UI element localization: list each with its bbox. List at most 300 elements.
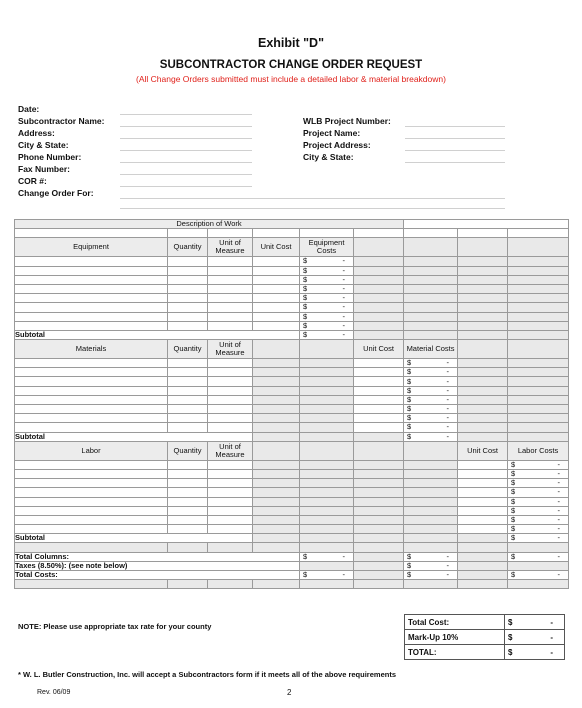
- entry-cell[interactable]: [458, 515, 508, 524]
- entry-cell[interactable]: [458, 469, 508, 478]
- dollar-sign: $: [303, 312, 308, 321]
- entry-cell[interactable]: [253, 312, 300, 321]
- shaded-cell: [253, 395, 300, 404]
- shaded-cell: [300, 506, 354, 515]
- entry-cell[interactable]: [208, 303, 253, 312]
- entry-cell[interactable]: [15, 386, 168, 395]
- amount-dash: -: [446, 570, 450, 580]
- dollar-sign: $: [511, 515, 516, 524]
- labor-cost-cell[interactable]: [508, 506, 569, 515]
- shaded-cell: [458, 340, 508, 359]
- entry-cell[interactable]: [15, 284, 168, 293]
- labor-cost-cell[interactable]: [508, 460, 569, 469]
- entry-cell[interactable]: [354, 423, 404, 432]
- entry-cell[interactable]: [15, 303, 168, 312]
- entry-cell[interactable]: [354, 395, 404, 404]
- shaded-cell: [404, 525, 458, 534]
- phone-number-field[interactable]: [120, 162, 252, 163]
- entry-cell[interactable]: [168, 405, 208, 414]
- entry-cell[interactable]: [15, 497, 168, 506]
- entry-cell[interactable]: [458, 497, 508, 506]
- entry-cell[interactable]: [253, 275, 300, 284]
- entry-cell[interactable]: [208, 359, 253, 368]
- equipment-cost-cell[interactable]: [300, 257, 354, 266]
- labor-cost-cell[interactable]: [508, 469, 569, 478]
- shaded-cell: [404, 303, 458, 312]
- wlb-project-number-field[interactable]: [405, 126, 505, 127]
- material-cost-cell[interactable]: [404, 395, 458, 404]
- labor-cost-cell[interactable]: [508, 479, 569, 488]
- dollar-sign: $: [303, 275, 308, 284]
- project-address-field[interactable]: [405, 150, 505, 151]
- shaded-cell: [508, 257, 569, 266]
- shaded-cell: [253, 515, 300, 524]
- equipment-row: [15, 257, 569, 266]
- shaded-cell: [253, 423, 300, 432]
- equipment-row: [15, 312, 569, 321]
- shaded-cell: [508, 312, 569, 321]
- entry-cell[interactable]: [253, 303, 300, 312]
- entry-cell[interactable]: [15, 414, 168, 423]
- shaded-cell: [404, 294, 458, 303]
- entry-cell[interactable]: [208, 321, 253, 330]
- entry-cell[interactable]: [15, 525, 168, 534]
- shaded-cell: [458, 359, 508, 368]
- materials-header: Materials: [15, 340, 168, 359]
- project-name-field[interactable]: [405, 138, 505, 139]
- fax-number-field[interactable]: [120, 174, 252, 175]
- entry-cell[interactable]: [354, 414, 404, 423]
- equipment-cost-cell[interactable]: [300, 321, 354, 330]
- entry-cell[interactable]: [208, 257, 253, 266]
- entry-cell[interactable]: [168, 386, 208, 395]
- subcontractor-name-field[interactable]: [120, 126, 252, 127]
- shaded-cell: [404, 534, 458, 543]
- shaded-cell: [508, 561, 569, 570]
- shaded-cell: [300, 377, 354, 386]
- shaded-cell: [404, 275, 458, 284]
- entry-cell[interactable]: [354, 368, 404, 377]
- total-cost-value[interactable]: [505, 615, 565, 630]
- entry-cell[interactable]: [168, 312, 208, 321]
- change-order-for-field-2[interactable]: [120, 208, 505, 209]
- shaded-cell: [458, 294, 508, 303]
- date-field[interactable]: [120, 114, 252, 115]
- entry-cell[interactable]: [208, 377, 253, 386]
- project-city-state-field[interactable]: [405, 162, 505, 163]
- equipment-row: [15, 284, 569, 293]
- amount-dash: -: [342, 330, 345, 339]
- material-cost-cell[interactable]: [404, 368, 458, 377]
- equipment-cost-cell[interactable]: [300, 303, 354, 312]
- entry-cell[interactable]: [208, 312, 253, 321]
- shaded-cell: [508, 359, 569, 368]
- grand-total-label: TOTAL:: [405, 645, 505, 660]
- shaded-cell: [458, 543, 508, 552]
- entry-cell[interactable]: [208, 405, 253, 414]
- entry-cell[interactable]: [253, 321, 300, 330]
- labor-cost-cell[interactable]: [508, 497, 569, 506]
- entry-cell[interactable]: [354, 229, 404, 238]
- dollar-sign: $: [303, 266, 308, 275]
- amount-dash: -: [342, 321, 345, 330]
- shaded-cell: [404, 441, 458, 460]
- project-address-label: Project Address:: [303, 140, 371, 150]
- grand-total-value[interactable]: [505, 645, 565, 660]
- dollar-sign: $: [303, 302, 308, 312]
- amount-dash: -: [557, 497, 561, 506]
- entry-cell[interactable]: [168, 488, 208, 497]
- shaded-cell: [300, 432, 354, 441]
- entry-cell[interactable]: [15, 312, 168, 321]
- amount-dash: -: [446, 552, 450, 561]
- amount-dash: -: [557, 469, 561, 479]
- entry-cell[interactable]: [168, 423, 208, 432]
- shaded-cell: [300, 386, 354, 395]
- shaded-cell: [354, 432, 404, 441]
- taxes-row: [15, 561, 569, 570]
- entry-cell[interactable]: [458, 460, 508, 469]
- entry-cell[interactable]: [208, 395, 253, 404]
- entry-cell[interactable]: [15, 405, 168, 414]
- dollar-sign: $: [303, 570, 308, 580]
- entry-cell[interactable]: [168, 284, 208, 293]
- entry-cell[interactable]: [15, 275, 168, 284]
- entry-cell[interactable]: [15, 506, 168, 515]
- entry-cell[interactable]: [208, 368, 253, 377]
- entry-cell[interactable]: [168, 506, 208, 515]
- entry-cell[interactable]: [168, 515, 208, 524]
- shaded-cell: [508, 294, 569, 303]
- shaded-cell: [508, 284, 569, 293]
- shaded-cell: [458, 432, 508, 441]
- entry-cell[interactable]: [208, 506, 253, 515]
- entry-cell[interactable]: [168, 377, 208, 386]
- cor-number-field[interactable]: [120, 186, 252, 187]
- markup-dollar: $: [508, 632, 513, 642]
- shaded-cell: [354, 469, 404, 478]
- entry-cell[interactable]: [15, 321, 168, 330]
- entry-cell[interactable]: [15, 395, 168, 404]
- dollar-sign: $: [407, 422, 412, 432]
- amount-dash: -: [557, 478, 561, 488]
- taxes-label: Taxes (8.50%): (see note below): [15, 561, 300, 570]
- entry-cell[interactable]: [15, 423, 168, 432]
- materials-row: [15, 414, 569, 423]
- shaded-cell: [168, 580, 208, 589]
- entry-cell[interactable]: [208, 275, 253, 284]
- labor-cost-cell[interactable]: [508, 488, 569, 497]
- phone-number-label: Phone Number:: [18, 152, 82, 162]
- entry-cell[interactable]: [168, 303, 208, 312]
- dollar-sign: $: [303, 330, 308, 339]
- entry-cell[interactable]: [15, 359, 168, 368]
- shaded-cell: [15, 580, 168, 589]
- shaded-cell: [253, 414, 300, 423]
- entry-cell[interactable]: [208, 460, 253, 469]
- equipment-total-cell: [300, 552, 354, 561]
- wlb-project-number-label: WLB Project Number:: [303, 116, 391, 126]
- markup-label: Mark-Up 10%: [405, 630, 505, 645]
- total-cost-amount: -: [550, 617, 553, 627]
- amount-dash: -: [446, 432, 450, 441]
- shaded-cell: [508, 386, 569, 395]
- labor-costs-header: Labor Costs: [508, 441, 569, 460]
- entry-cell[interactable]: [208, 386, 253, 395]
- labor-cost-cell[interactable]: [508, 525, 569, 534]
- shaded-cell: [300, 479, 354, 488]
- material-cost-cell[interactable]: [404, 414, 458, 423]
- address-field[interactable]: [120, 138, 252, 139]
- shaded-cell: [508, 377, 569, 386]
- entry-cell[interactable]: [168, 395, 208, 404]
- markup-amount: -: [550, 632, 553, 642]
- dollar-sign: $: [303, 552, 308, 561]
- entry-cell[interactable]: [208, 525, 253, 534]
- shaded-cell: [404, 284, 458, 293]
- shaded-cell: [458, 405, 508, 414]
- shaded-cell: [354, 441, 404, 460]
- entry-cell[interactable]: [354, 377, 404, 386]
- tax-note: NOTE: Please use appropriate tax rate for your county: [18, 622, 212, 631]
- dollar-sign: $: [407, 386, 412, 395]
- material-cost-cell[interactable]: [404, 423, 458, 432]
- cost-breakdown-table: [14, 219, 569, 589]
- entry-cell[interactable]: [253, 257, 300, 266]
- entry-cell[interactable]: [208, 488, 253, 497]
- shaded-cell: [300, 543, 354, 552]
- amount-dash: -: [342, 266, 345, 275]
- entry-cell[interactable]: [168, 266, 208, 275]
- entry-cell[interactable]: [208, 515, 253, 524]
- project-city-state-label: City & State:: [303, 152, 354, 162]
- entry-cell[interactable]: [354, 405, 404, 414]
- shaded-cell: [404, 266, 458, 275]
- shaded-cell: [354, 497, 404, 506]
- entry-cell[interactable]: [168, 479, 208, 488]
- entry-cell[interactable]: [458, 525, 508, 534]
- entry-cell[interactable]: [15, 377, 168, 386]
- entry-cell[interactable]: [168, 359, 208, 368]
- spacer-row: [15, 543, 569, 552]
- shaded-cell: [354, 275, 404, 284]
- entry-cell[interactable]: [168, 497, 208, 506]
- bottom-row: [15, 580, 569, 589]
- equipment-subtotal-row: [15, 330, 569, 339]
- shaded-cell: [508, 340, 569, 359]
- shaded-cell: [300, 460, 354, 469]
- labor-subtotal-label: Subtotal: [15, 534, 253, 543]
- entry-cell[interactable]: [15, 460, 168, 469]
- equipment-cost-cell[interactable]: [300, 294, 354, 303]
- entry-cell[interactable]: [458, 506, 508, 515]
- equipment-row: [15, 321, 569, 330]
- shaded-cell: [458, 321, 508, 330]
- shaded-cell: [404, 321, 458, 330]
- entry-cell[interactable]: [300, 229, 354, 238]
- entry-cell[interactable]: [253, 229, 300, 238]
- amount-dash: -: [342, 284, 345, 294]
- entry-cell[interactable]: [208, 479, 253, 488]
- equipment-cost-cell[interactable]: [300, 312, 354, 321]
- shaded-cell: [354, 321, 404, 330]
- equipment-cost-cell[interactable]: [300, 266, 354, 275]
- amount-dash: -: [342, 275, 345, 284]
- amount-dash: -: [446, 395, 450, 404]
- dollar-sign: $: [511, 570, 516, 580]
- labor-row: [15, 488, 569, 497]
- entry-cell[interactable]: [168, 257, 208, 266]
- material-cost-cell[interactable]: [404, 377, 458, 386]
- entry-cell[interactable]: [208, 266, 253, 275]
- entry-cell[interactable]: [354, 359, 404, 368]
- material-cost-cell[interactable]: [404, 405, 458, 414]
- entry-cell[interactable]: [168, 294, 208, 303]
- entry-cell[interactable]: [168, 414, 208, 423]
- shaded-cell: [458, 552, 508, 561]
- dollar-sign: $: [407, 413, 412, 423]
- entry-cell[interactable]: [168, 525, 208, 534]
- amount-dash: -: [446, 561, 450, 570]
- dollar-sign: $: [511, 524, 516, 534]
- labor-unit-cost-header: Unit Cost: [458, 441, 508, 460]
- dollar-sign: $: [511, 469, 516, 479]
- entry-cell[interactable]: [15, 469, 168, 478]
- materials-total-cost-cell: [404, 571, 458, 580]
- amount-dash: -: [342, 570, 345, 580]
- labor-subtotal-row: [15, 534, 569, 543]
- blank-cell: [508, 229, 569, 238]
- entry-cell[interactable]: [15, 266, 168, 275]
- subcontractor-name-label: Subcontractor Name:: [18, 116, 105, 126]
- shaded-cell: [354, 257, 404, 266]
- shaded-cell: [354, 312, 404, 321]
- entry-cell[interactable]: [208, 294, 253, 303]
- dollar-sign: $: [511, 552, 516, 561]
- shaded-cell: [300, 340, 354, 359]
- shaded-cell: [508, 321, 569, 330]
- equipment-row: [15, 275, 569, 284]
- entry-cell[interactable]: [458, 488, 508, 497]
- entry-cell[interactable]: [208, 423, 253, 432]
- entry-cell[interactable]: [168, 229, 208, 238]
- entry-cell[interactable]: [208, 497, 253, 506]
- total-costs-row: [15, 571, 569, 580]
- amount-dash: -: [446, 376, 450, 386]
- shaded-cell: [354, 561, 404, 570]
- entry-cell[interactable]: [208, 414, 253, 423]
- blank-cell: [404, 220, 569, 229]
- dollar-sign: $: [407, 552, 412, 561]
- material-cost-cell[interactable]: [404, 359, 458, 368]
- shaded-cell: [253, 469, 300, 478]
- amount-dash: -: [557, 487, 561, 497]
- materials-header-row: [15, 340, 569, 359]
- entry-cell[interactable]: [168, 460, 208, 469]
- shaded-cell: [253, 525, 300, 534]
- shaded-cell: [253, 479, 300, 488]
- materials-row: [15, 405, 569, 414]
- shaded-cell: [404, 497, 458, 506]
- amount-dash: -: [446, 367, 450, 377]
- shaded-cell: [253, 506, 300, 515]
- shaded-cell: [208, 543, 253, 552]
- shaded-cell: [458, 303, 508, 312]
- materials-total-cell: [404, 552, 458, 561]
- materials-subtotal-row: [15, 432, 569, 441]
- shaded-cell: [354, 330, 404, 339]
- entry-cell[interactable]: [253, 284, 300, 293]
- entry-cell[interactable]: [253, 266, 300, 275]
- shaded-cell: [300, 441, 354, 460]
- entry-cell[interactable]: [15, 229, 168, 238]
- materials-unit-header: Unit of Measure: [208, 340, 253, 359]
- entry-cell[interactable]: [15, 515, 168, 524]
- shaded-cell: [458, 275, 508, 284]
- shaded-cell: [508, 330, 569, 339]
- grand-total-amount: -: [550, 647, 553, 657]
- shaded-cell: [354, 488, 404, 497]
- entry-cell[interactable]: [253, 294, 300, 303]
- entry-cell[interactable]: [354, 386, 404, 395]
- entry-cell[interactable]: [168, 469, 208, 478]
- amount-dash: -: [557, 552, 561, 561]
- shaded-cell: [300, 423, 354, 432]
- labor-cost-cell[interactable]: [508, 515, 569, 524]
- city-state-field[interactable]: [120, 150, 252, 151]
- entry-cell[interactable]: [168, 275, 208, 284]
- entry-cell[interactable]: [208, 469, 253, 478]
- entry-cell[interactable]: [15, 257, 168, 266]
- markup-value[interactable]: [505, 630, 565, 645]
- materials-row: [15, 423, 569, 432]
- entry-cell[interactable]: [15, 294, 168, 303]
- dollar-sign: $: [407, 376, 412, 386]
- amount-dash: -: [342, 302, 345, 312]
- shaded-cell: [354, 571, 404, 580]
- amount-dash: -: [557, 570, 561, 580]
- entry-cell[interactable]: [168, 368, 208, 377]
- material-cost-cell[interactable]: [404, 386, 458, 395]
- shaded-cell: [458, 580, 508, 589]
- shaded-cell: [458, 561, 508, 570]
- entry-cell[interactable]: [15, 479, 168, 488]
- dollar-sign: $: [407, 432, 412, 441]
- dollar-sign: $: [303, 256, 308, 266]
- entry-cell[interactable]: [208, 284, 253, 293]
- equipment-cost-cell[interactable]: [300, 275, 354, 284]
- entry-cell[interactable]: [458, 479, 508, 488]
- amount-dash: -: [446, 422, 450, 432]
- labor-row: [15, 525, 569, 534]
- shaded-cell: [253, 497, 300, 506]
- shaded-cell: [404, 238, 458, 257]
- entry-cell[interactable]: [15, 488, 168, 497]
- shaded-cell: [508, 303, 569, 312]
- shaded-cell: [508, 395, 569, 404]
- change-order-for-field[interactable]: [120, 198, 505, 199]
- entry-cell[interactable]: [208, 229, 253, 238]
- entry-cell[interactable]: [15, 368, 168, 377]
- entry-cell[interactable]: [168, 321, 208, 330]
- dollar-sign: $: [407, 367, 412, 377]
- dollar-sign: $: [407, 404, 412, 414]
- date-label: Date:: [18, 104, 40, 114]
- labor-subtotal-cell: [508, 534, 569, 543]
- shaded-cell: [508, 266, 569, 275]
- shaded-cell: [458, 414, 508, 423]
- equipment-cost-cell[interactable]: [300, 284, 354, 293]
